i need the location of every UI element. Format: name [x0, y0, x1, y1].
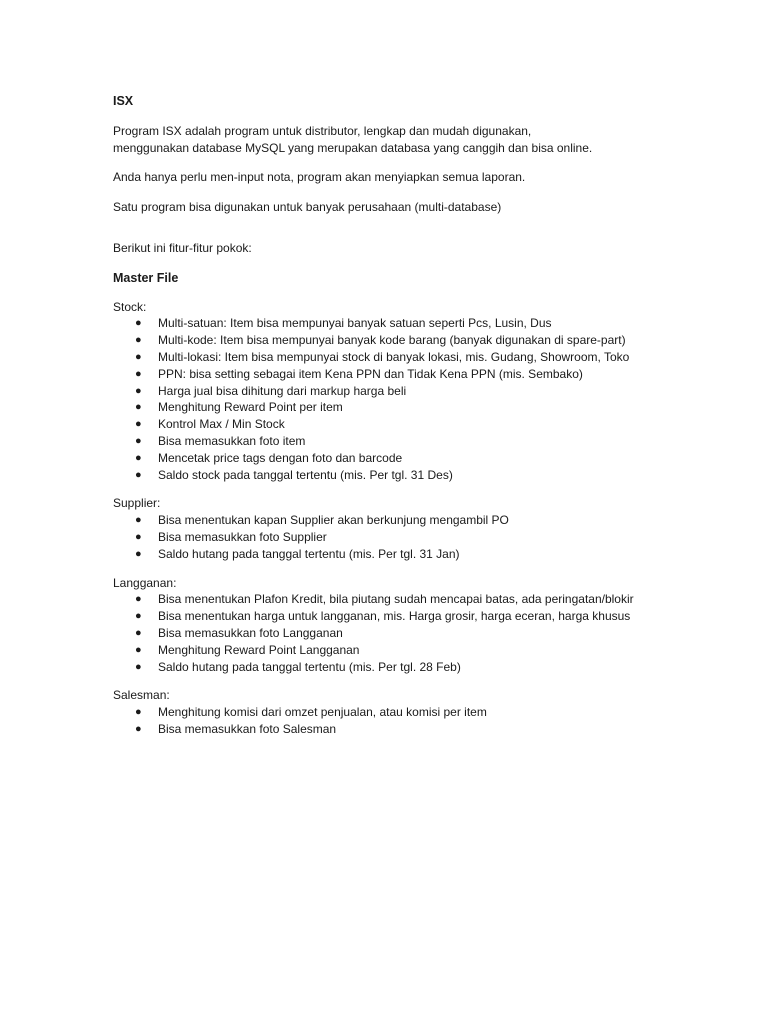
- list-item: [113, 546, 713, 563]
- section-label: Supplier:: [113, 496, 161, 511]
- list-item: [113, 366, 713, 383]
- bullet-list: [113, 315, 713, 483]
- list-item-text: Saldo hutang pada tanggal tertentu (mis. Per tgl. 31 Jan): [158, 546, 460, 561]
- list-item-text: Saldo stock pada tanggal tertentu (mis. Per tgl. 31 Des): [158, 467, 453, 482]
- list-item: [113, 512, 713, 529]
- bullet-icon: ●: [135, 418, 142, 431]
- feature-section: [113, 575, 713, 676]
- bullet-icon: ●: [135, 530, 142, 543]
- bullet-icon: ●: [135, 660, 142, 673]
- list-item-text: Multi-lokasi: Item bisa mempunyai stock di banyak lokasi, mis. Gudang, Showroom, Toko: [158, 349, 630, 364]
- feature-section: [113, 495, 713, 562]
- section-label: Langganan:: [113, 575, 177, 590]
- list-item-text: Bisa menentukan Plafon Kredit, bila piutang sudah mencapai batas, ada peringatan/blokir: [158, 592, 634, 607]
- list-item-text: Bisa memasukkan foto Langganan: [158, 625, 343, 640]
- bullet-icon: ●: [135, 706, 142, 719]
- paragraph-multi-database: [113, 199, 713, 216]
- list-item-text: Multi-kode: Item bisa mempunyai banyak kode barang (banyak digunakan di spare-part): [158, 333, 626, 348]
- bullet-icon: ●: [135, 514, 142, 527]
- bullet-list: [113, 591, 713, 675]
- list-item: [113, 332, 713, 349]
- list-item: [113, 591, 713, 608]
- section-label: Stock:: [113, 299, 147, 314]
- list-item-text: Bisa memasukkan foto item: [158, 433, 306, 448]
- list-item-text: Bisa memasukkan foto Supplier: [158, 529, 327, 544]
- bullet-icon: ●: [135, 384, 142, 397]
- bullet-icon: ●: [135, 468, 142, 481]
- feature-sections: [113, 299, 713, 738]
- document-page: [113, 93, 713, 750]
- bullet-icon: ●: [135, 547, 142, 560]
- section-heading-master-file: Master File: [113, 270, 179, 285]
- list-item-text: Bisa menentukan harga untuk langganan, mis. Harga grosir, harga eceran, harga khusus: [158, 609, 631, 624]
- list-item: [113, 704, 713, 721]
- bullet-icon: ●: [135, 451, 142, 464]
- bullet-icon: ●: [135, 434, 142, 447]
- paragraph-line: Program ISX adalah program untuk distributor, lengkap dan mudah digunakan,: [113, 123, 532, 138]
- bullet-icon: ●: [135, 610, 142, 623]
- list-item: [113, 529, 713, 546]
- list-item: [113, 383, 713, 400]
- list-item: [113, 416, 713, 433]
- list-item-text: Multi-satuan: Item bisa mempunyai banyak satuan seperti Pcs, Lusin, Dus: [158, 316, 552, 331]
- bullet-list: [113, 704, 713, 738]
- list-item-text: Menghitung Reward Point Langganan: [158, 642, 360, 657]
- features-intro: Berikut ini fitur-fitur pokok:: [113, 240, 252, 255]
- bullet-icon: ●: [135, 317, 142, 330]
- bullet-icon: ●: [135, 593, 142, 606]
- bullet-icon: ●: [135, 367, 142, 380]
- list-item-text: Kontrol Max / Min Stock: [158, 417, 285, 432]
- list-item-text: Saldo hutang pada tanggal tertentu (mis. Per tgl. 28 Feb): [158, 659, 461, 674]
- paragraph-input-nota: [113, 169, 713, 186]
- list-item-text: Menghitung Reward Point per item: [158, 400, 343, 415]
- list-item-text: Bisa menentukan kapan Supplier akan berkunjung mengambil PO: [158, 513, 509, 528]
- document-title: ISX: [113, 94, 134, 108]
- list-item-text: Bisa memasukkan foto Salesman: [158, 721, 337, 736]
- list-item-text: PPN: bisa setting sebagai item Kena PPN dan Tidak Kena PPN (mis. Sembako): [158, 366, 583, 381]
- feature-section: [113, 299, 713, 484]
- bullet-icon: ●: [135, 643, 142, 656]
- bullet-icon: ●: [135, 401, 142, 414]
- list-item: [113, 659, 713, 676]
- list-item: [113, 467, 713, 484]
- list-item: [113, 721, 713, 738]
- list-item-text: Mencetak price tags dengan foto dan barcode: [158, 450, 403, 465]
- bullet-icon: ●: [135, 334, 142, 347]
- feature-section: [113, 687, 713, 737]
- list-item: [113, 642, 713, 659]
- paragraph-line: menggunakan database MySQL yang merupakan databasa yang canggih dan bisa online.: [113, 140, 593, 155]
- section-label: Salesman:: [113, 688, 170, 703]
- list-item: [113, 349, 713, 366]
- list-item: [113, 433, 713, 450]
- bullet-list: [113, 512, 713, 562]
- list-item: [113, 608, 713, 625]
- list-item-text: Harga jual bisa dihitung dari markup harga beli: [158, 383, 407, 398]
- bullet-icon: ●: [135, 626, 142, 639]
- paragraph-line: Satu program bisa digunakan untuk banyak perusahaan (multi-database): [113, 200, 502, 215]
- list-item: [113, 399, 713, 416]
- bullet-icon: ●: [135, 722, 142, 735]
- list-item: [113, 450, 713, 467]
- bullet-icon: ●: [135, 350, 142, 363]
- list-item-text: Menghitung komisi dari omzet penjualan, atau komisi per item: [158, 705, 487, 720]
- paragraph-intro-program: [113, 123, 713, 157]
- list-item: [113, 315, 713, 332]
- paragraph-line: Anda hanya perlu men-input nota, program akan menyiapkan semua laporan.: [113, 170, 526, 185]
- list-item: [113, 625, 713, 642]
